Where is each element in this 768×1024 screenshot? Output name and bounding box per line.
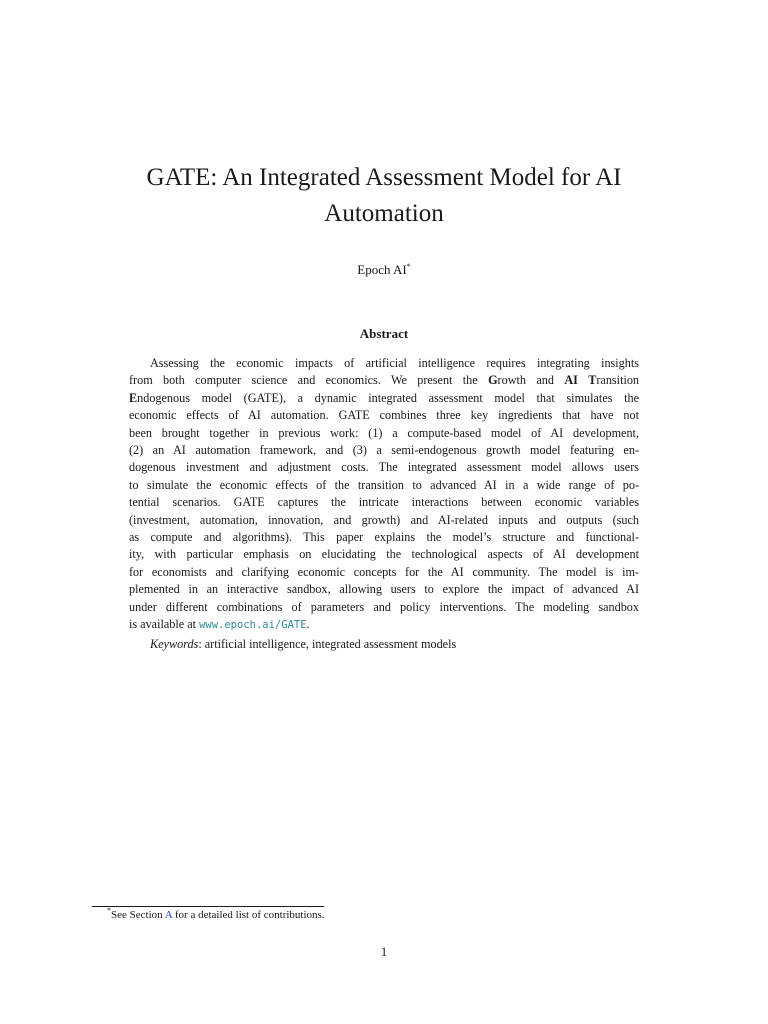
- abstract-line: is available at www.epoch.ai/GATE.: [129, 617, 310, 632]
- footnote-rule: [92, 906, 324, 907]
- keywords-label: Keywords: [150, 637, 199, 651]
- section-a-link[interactable]: A: [164, 909, 173, 921]
- author: [0, 262, 768, 278]
- abstract-heading: Abstract: [359, 326, 409, 341]
- abstract-line: for economists and clarifying economic concepts for the AI community. The model is im-: [129, 564, 639, 579]
- title-line-2: Automation: [324, 200, 444, 227]
- keywords-text: : artificial intelligence, integrated assessment models: [198, 637, 457, 651]
- footnote-mark: *: [107, 906, 111, 915]
- footnote-text-pre: See Section: [111, 909, 165, 921]
- abstract-line: Endogenous model (GATE), a dynamic integrated assessment model that simulates the: [129, 390, 639, 405]
- author-name: Epoch AI: [357, 262, 407, 277]
- abstract-line: to simulate the economic effects of the transition to advanced AI in a wide range of po-: [129, 477, 639, 492]
- abstract-line: economic effects of AI automation. GATE combines three key ingredients that have not: [129, 408, 639, 423]
- abstract-line: dogenous investment and adjustment costs. The integrated assessment model allows users: [129, 460, 639, 475]
- page-number: 1: [380, 944, 388, 959]
- abstract-line: plemented in an interactive sandbox, allowing users to explore the impact of advanced AI: [129, 582, 639, 597]
- abstract-line: under different combinations of parameters and policy interventions. The modeling sandbox: [129, 599, 639, 614]
- abstract-line: Assessing the economic impacts of artificial intelligence requires integrating insights: [150, 356, 639, 370]
- footnote: [107, 908, 325, 922]
- abstract-body: [129, 355, 639, 635]
- author-footnote-mark[interactable]: *: [406, 262, 411, 271]
- footnote-text-post: for a detailed list of contributions.: [172, 909, 325, 921]
- abstract-line: (investment, automation, innovation, and growth) and AI-related inputs and outputs (such: [129, 512, 639, 527]
- paper-title: [0, 160, 768, 232]
- keywords: [150, 636, 456, 652]
- abstract-line: ity, with particular emphasis on elucidating the technological aspects of AI development: [129, 547, 639, 562]
- abstract-line: from both computer science and economics. We present the Growth and AI Transition: [129, 373, 640, 388]
- abstract-line: tential scenarios. GATE captures the intricate interactions between economic variables: [129, 495, 639, 510]
- sandbox-url-link[interactable]: www.epoch.ai/GATE: [199, 619, 307, 632]
- title-line-1: GATE: An Integrated Assessment Model for AI: [146, 164, 622, 191]
- abstract-line: (2) an AI automation framework, and (3) a semi-endogenous growth model featuring en-: [129, 443, 639, 458]
- abstract-line: been brought together in previous work: (1) a compute-based model of AI development,: [129, 425, 639, 440]
- abstract-line: as compute and algorithms). This paper explains the model’s structure and functional-: [129, 530, 639, 545]
